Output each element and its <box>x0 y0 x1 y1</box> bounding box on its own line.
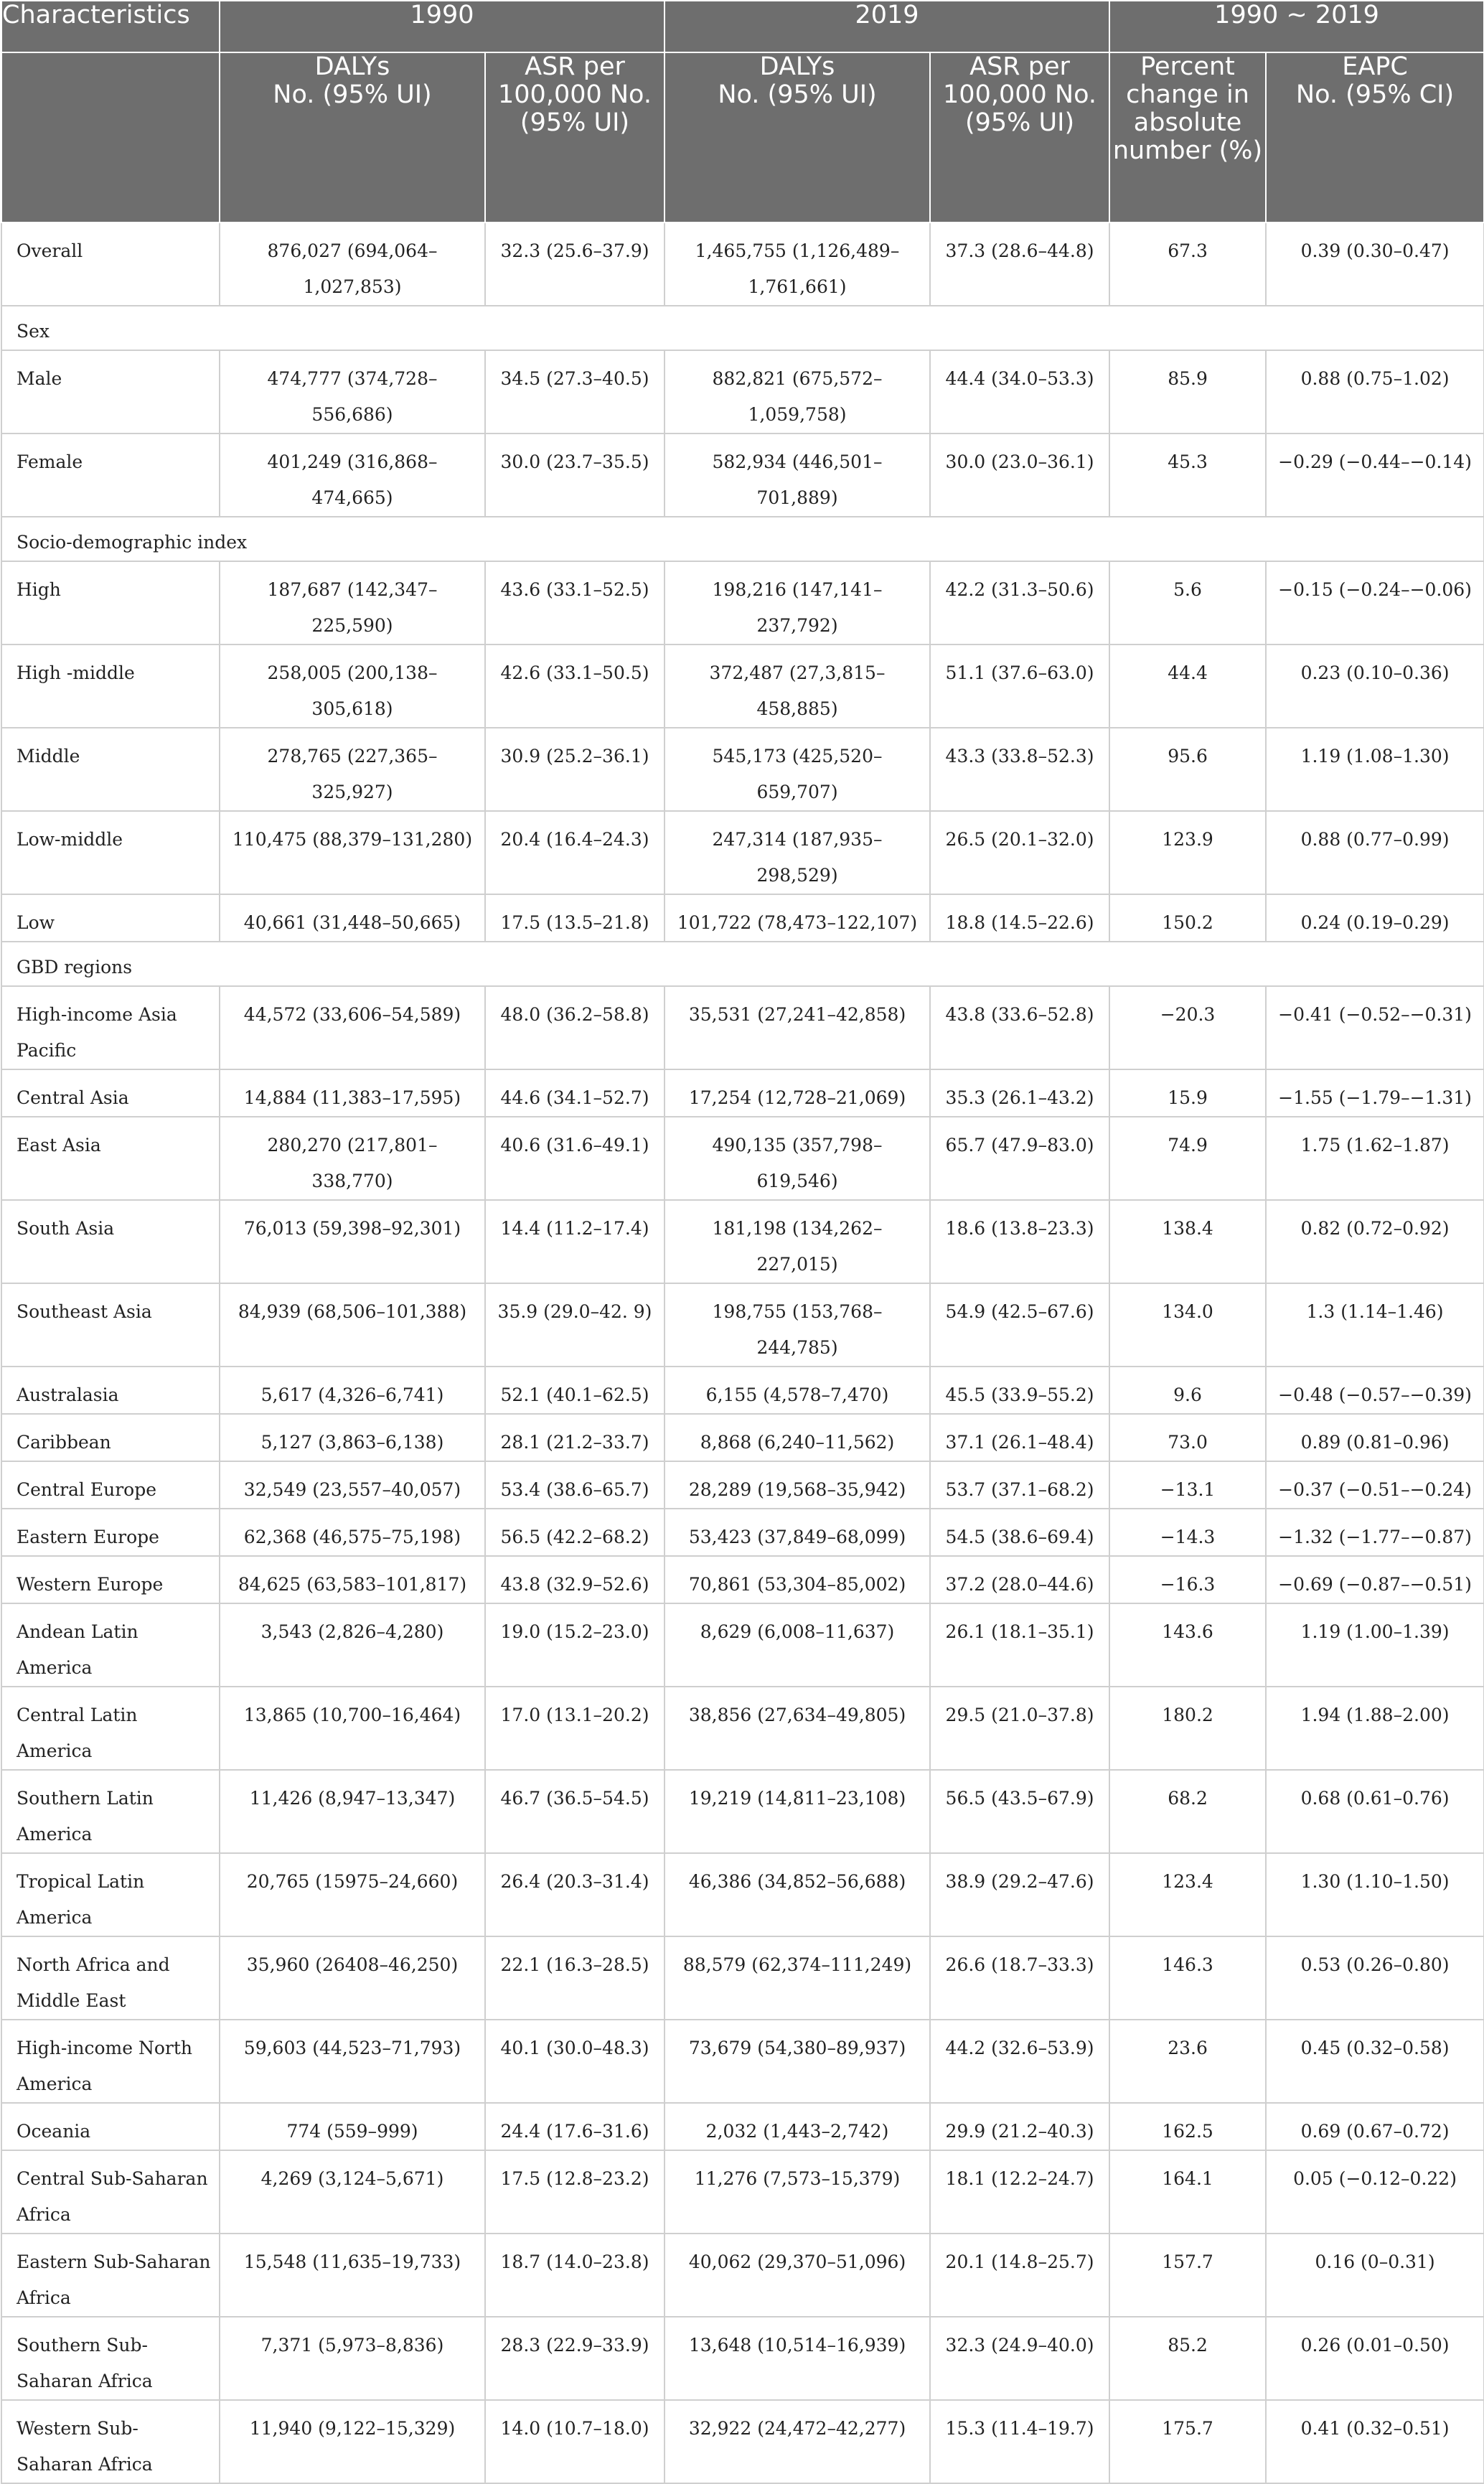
cell-asr-1990: 40.1 (30.0–48.3) <box>485 2020 664 2103</box>
cell-pct: 68.2 <box>1109 1770 1266 1853</box>
cell-asr-2019: 45.5 (33.9–55.2) <box>930 1367 1109 1414</box>
cell-dalys-2019: 19,219 (14,811–23,108) <box>664 1770 930 1853</box>
cell-asr-2019: 44.4 (34.0–53.3) <box>930 350 1109 433</box>
cell-asr-1990: 20.4 (16.4–24.3) <box>485 811 664 894</box>
cell-dalys-1990: 15,548 (11,635–19,733) <box>220 2234 485 2317</box>
cell-pct: 9.6 <box>1109 1367 1266 1414</box>
table-row <box>1 1509 1484 1556</box>
table-row <box>1 1770 1484 1853</box>
cell-dalys-2019: 46,386 (34,852–56,688) <box>664 1853 930 1936</box>
cell-eapc: 1.19 (1.08–1.30) <box>1266 728 1484 811</box>
cell-eapc: 0.68 (0.61–0.76) <box>1266 1770 1484 1853</box>
row-label: Central Sub-Saharan Africa <box>1 2150 220 2234</box>
cell-dalys-1990: 7,371 (5,973–8,836) <box>220 2317 485 2400</box>
cell-asr-1990: 43.6 (33.1–52.5) <box>485 561 664 645</box>
row-label: High-income North America <box>1 2020 220 2103</box>
row-label: Western Sub-Saharan Africa <box>1 2400 220 2483</box>
row-label: Low-middle <box>1 811 220 894</box>
cell-pct: −14.3 <box>1109 1509 1266 1556</box>
cell-eapc: 0.69 (0.67–0.72) <box>1266 2103 1484 2150</box>
cell-asr-2019: 43.3 (33.8–52.3) <box>930 728 1109 811</box>
table-row <box>1 561 1484 645</box>
row-label: Central Latin America <box>1 1687 220 1770</box>
table-row <box>1 894 1484 942</box>
table-row <box>1 811 1484 894</box>
row-label: South Asia <box>1 1200 220 1283</box>
cell-eapc: 0.26 (0.01–0.50) <box>1266 2317 1484 2400</box>
cell-eapc: 1.3 (1.14–1.46) <box>1266 1283 1484 1367</box>
header-asr-2019: ASR per 100,000 No. (95% UI) <box>930 52 1109 222</box>
cell-asr-2019: 32.3 (24.9–40.0) <box>930 2317 1109 2400</box>
cell-dalys-1990: 110,475 (88,379–131,280) <box>220 811 485 894</box>
cell-dalys-2019: 882,821 (675,572–1,059,758) <box>664 350 930 433</box>
cell-dalys-2019: 198,216 (147,141–237,792) <box>664 561 930 645</box>
cell-asr-2019: 37.3 (28.6–44.8) <box>930 222 1109 306</box>
cell-pct: 150.2 <box>1109 894 1266 942</box>
cell-asr-2019: 43.8 (33.6–52.8) <box>930 986 1109 1069</box>
cell-pct: 23.6 <box>1109 2020 1266 2103</box>
table-body <box>1 222 1484 2483</box>
cell-asr-2019: 56.5 (43.5–67.9) <box>930 1770 1109 1853</box>
row-label: High -middle <box>1 645 220 728</box>
cell-dalys-1990: 11,426 (8,947–13,347) <box>220 1770 485 1853</box>
cell-asr-1990: 52.1 (40.1–62.5) <box>485 1367 664 1414</box>
cell-dalys-2019: 2,032 (1,443–2,742) <box>664 2103 930 2150</box>
cell-asr-2019: 29.9 (21.2–40.3) <box>930 2103 1109 2150</box>
cell-asr-2019: 18.1 (12.2–24.7) <box>930 2150 1109 2234</box>
cell-asr-1990: 30.0 (23.7–35.5) <box>485 433 664 517</box>
cell-eapc: 1.30 (1.10–1.50) <box>1266 1853 1484 1936</box>
cell-asr-1990: 42.6 (33.1–50.5) <box>485 645 664 728</box>
cell-asr-2019: 18.8 (14.5–22.6) <box>930 894 1109 942</box>
table-row <box>1 728 1484 811</box>
cell-eapc: 0.39 (0.30–0.47) <box>1266 222 1484 306</box>
cell-pct: 73.0 <box>1109 1414 1266 1461</box>
section-label: Sex <box>1 306 1484 350</box>
cell-dalys-2019: 35,531 (27,241–42,858) <box>664 986 930 1069</box>
cell-dalys-1990: 76,013 (59,398–92,301) <box>220 1200 485 1283</box>
cell-pct: 134.0 <box>1109 1283 1266 1367</box>
cell-pct: 44.4 <box>1109 645 1266 728</box>
cell-dalys-2019: 198,755 (153,768–244,785) <box>664 1283 930 1367</box>
cell-pct: 15.9 <box>1109 1069 1266 1117</box>
header-dalys-2019: DALYs No. (95% UI) <box>664 52 930 222</box>
cell-asr-1990: 34.5 (27.3–40.5) <box>485 350 664 433</box>
table-row <box>1 645 1484 728</box>
cell-eapc: 0.82 (0.72–0.92) <box>1266 1200 1484 1283</box>
cell-dalys-2019: 11,276 (7,573–15,379) <box>664 2150 930 2234</box>
table-row <box>1 433 1484 517</box>
cell-eapc: 0.88 (0.75–1.02) <box>1266 350 1484 433</box>
cell-asr-2019: 18.6 (13.8–23.3) <box>930 1200 1109 1283</box>
cell-pct: −20.3 <box>1109 986 1266 1069</box>
cell-dalys-2019: 8,868 (6,240–11,562) <box>664 1414 930 1461</box>
cell-dalys-2019: 181,198 (134,262–227,015) <box>664 1200 930 1283</box>
cell-dalys-2019: 70,861 (53,304–85,002) <box>664 1556 930 1603</box>
header-group-1990: 1990 <box>220 1 664 52</box>
row-label: Middle <box>1 728 220 811</box>
cell-asr-1990: 46.7 (36.5–54.5) <box>485 1770 664 1853</box>
cell-asr-1990: 17.5 (13.5–21.8) <box>485 894 664 942</box>
section-label: Socio-demographic index <box>1 517 1484 561</box>
cell-dalys-1990: 11,940 (9,122–15,329) <box>220 2400 485 2483</box>
cell-asr-2019: 38.9 (29.2–47.6) <box>930 1853 1109 1936</box>
row-label: High-income Asia Pacific <box>1 986 220 1069</box>
row-label: Male <box>1 350 220 433</box>
cell-asr-2019: 29.5 (21.0–37.8) <box>930 1687 1109 1770</box>
cell-dalys-1990: 14,884 (11,383–17,595) <box>220 1069 485 1117</box>
cell-dalys-2019: 13,648 (10,514–16,939) <box>664 2317 930 2400</box>
cell-asr-2019: 26.6 (18.7–33.3) <box>930 1936 1109 2020</box>
cell-asr-1990: 48.0 (36.2–58.8) <box>485 986 664 1069</box>
cell-asr-2019: 26.1 (18.1–35.1) <box>930 1603 1109 1687</box>
cell-asr-2019: 54.5 (38.6–69.4) <box>930 1509 1109 1556</box>
header-eapc: EAPC No. (95% CI) <box>1266 52 1484 222</box>
cell-dalys-1990: 13,865 (10,700–16,464) <box>220 1687 485 1770</box>
cell-dalys-1990: 876,027 (694,064–1,027,853) <box>220 222 485 306</box>
cell-eapc: −0.41 (−0.52–−0.31) <box>1266 986 1484 1069</box>
cell-dalys-2019: 247,314 (187,935–298,529) <box>664 811 930 894</box>
cell-eapc: 0.24 (0.19–0.29) <box>1266 894 1484 942</box>
header-dalys-1990: DALYs No. (95% UI) <box>220 52 485 222</box>
row-label: Western Europe <box>1 1556 220 1603</box>
cell-asr-1990: 19.0 (15.2–23.0) <box>485 1603 664 1687</box>
cell-asr-2019: 37.2 (28.0–44.6) <box>930 1556 1109 1603</box>
row-label: High <box>1 561 220 645</box>
cell-eapc: 0.23 (0.10–0.36) <box>1266 645 1484 728</box>
cell-eapc: −0.15 (−0.24–−0.06) <box>1266 561 1484 645</box>
section-row <box>1 942 1484 986</box>
cell-dalys-2019: 545,173 (425,520–659,707) <box>664 728 930 811</box>
dalys-table <box>1 0 1484 2484</box>
cell-eapc: −0.29 (−0.44–−0.14) <box>1266 433 1484 517</box>
cell-eapc: 1.19 (1.00–1.39) <box>1266 1603 1484 1687</box>
cell-dalys-1990: 278,765 (227,365–325,927) <box>220 728 485 811</box>
row-label: Central Asia <box>1 1069 220 1117</box>
table-row <box>1 1117 1484 1200</box>
cell-asr-2019: 42.2 (31.3–50.6) <box>930 561 1109 645</box>
cell-dalys-2019: 372,487 (27,3,815–458,885) <box>664 645 930 728</box>
cell-pct: 74.9 <box>1109 1117 1266 1200</box>
cell-asr-2019: 54.9 (42.5–67.6) <box>930 1283 1109 1367</box>
cell-asr-1990: 40.6 (31.6–49.1) <box>485 1117 664 1200</box>
table-row <box>1 1603 1484 1687</box>
table-row <box>1 2234 1484 2317</box>
cell-dalys-1990: 3,543 (2,826–4,280) <box>220 1603 485 1687</box>
cell-dalys-2019: 73,679 (54,380–89,937) <box>664 2020 930 2103</box>
row-label: Female <box>1 433 220 517</box>
cell-asr-1990: 28.3 (22.9–33.9) <box>485 2317 664 2400</box>
cell-eapc: 0.53 (0.26–0.80) <box>1266 1936 1484 2020</box>
cell-dalys-1990: 84,625 (63,583–101,817) <box>220 1556 485 1603</box>
cell-eapc: 0.45 (0.32–0.58) <box>1266 2020 1484 2103</box>
cell-asr-2019: 65.7 (47.9–83.0) <box>930 1117 1109 1200</box>
cell-eapc: 1.94 (1.88–2.00) <box>1266 1687 1484 1770</box>
cell-dalys-2019: 88,579 (62,374–111,249) <box>664 1936 930 2020</box>
row-label: Andean Latin America <box>1 1603 220 1687</box>
table-row <box>1 1556 1484 1603</box>
row-label: Oceania <box>1 2103 220 2150</box>
table-row <box>1 2020 1484 2103</box>
row-label: North Africa and Middle East <box>1 1936 220 2020</box>
cell-dalys-2019: 582,934 (446,501–701,889) <box>664 433 930 517</box>
cell-eapc: 0.88 (0.77–0.99) <box>1266 811 1484 894</box>
row-label: Southern Latin America <box>1 1770 220 1853</box>
header-percent-change: Percent change in absolute number (%) <box>1109 52 1266 222</box>
cell-pct: 146.3 <box>1109 1936 1266 2020</box>
row-label: Australasia <box>1 1367 220 1414</box>
cell-eapc: 0.05 (−0.12–0.22) <box>1266 2150 1484 2234</box>
cell-pct: 180.2 <box>1109 1687 1266 1770</box>
cell-asr-2019: 44.2 (32.6–53.9) <box>930 2020 1109 2103</box>
cell-dalys-1990: 401,249 (316,868–474,665) <box>220 433 485 517</box>
table-row <box>1 2400 1484 2483</box>
cell-dalys-1990: 5,617 (4,326–6,741) <box>220 1367 485 1414</box>
cell-dalys-2019: 38,856 (27,634–49,805) <box>664 1687 930 1770</box>
cell-dalys-1990: 40,661 (31,448–50,665) <box>220 894 485 942</box>
cell-dalys-1990: 59,603 (44,523–71,793) <box>220 2020 485 2103</box>
cell-pct: 67.3 <box>1109 222 1266 306</box>
cell-asr-1990: 56.5 (42.2–68.2) <box>485 1509 664 1556</box>
row-label: Caribbean <box>1 1414 220 1461</box>
cell-asr-1990: 22.1 (16.3–28.5) <box>485 1936 664 2020</box>
header-blank <box>1 52 220 222</box>
cell-pct: 85.9 <box>1109 350 1266 433</box>
section-row <box>1 517 1484 561</box>
cell-pct: 5.6 <box>1109 561 1266 645</box>
cell-dalys-1990: 35,960 (26408–46,250) <box>220 1936 485 2020</box>
cell-dalys-1990: 280,270 (217,801–338,770) <box>220 1117 485 1200</box>
cell-dalys-2019: 28,289 (19,568–35,942) <box>664 1461 930 1509</box>
header-asr-1990: ASR per 100,000 No. (95% UI) <box>485 52 664 222</box>
row-label: East Asia <box>1 1117 220 1200</box>
row-label: Southern Sub-Saharan Africa <box>1 2317 220 2400</box>
cell-eapc: 1.75 (1.62–1.87) <box>1266 1117 1484 1200</box>
cell-dalys-1990: 258,005 (200,138–305,618) <box>220 645 485 728</box>
header-group-2019: 2019 <box>664 1 1109 52</box>
table-row <box>1 1461 1484 1509</box>
cell-dalys-2019: 32,922 (24,472–42,277) <box>664 2400 930 2483</box>
cell-eapc: 0.89 (0.81–0.96) <box>1266 1414 1484 1461</box>
cell-asr-1990: 53.4 (38.6–65.7) <box>485 1461 664 1509</box>
cell-asr-2019: 15.3 (11.4–19.7) <box>930 2400 1109 2483</box>
cell-dalys-1990: 32,549 (23,557–40,057) <box>220 1461 485 1509</box>
table-row <box>1 2150 1484 2234</box>
table-row <box>1 1200 1484 1283</box>
table-row <box>1 1283 1484 1367</box>
cell-eapc: 0.41 (0.32–0.51) <box>1266 2400 1484 2483</box>
table-row <box>1 2317 1484 2400</box>
cell-asr-1990: 30.9 (25.2–36.1) <box>485 728 664 811</box>
cell-pct: 164.1 <box>1109 2150 1266 2234</box>
cell-dalys-1990: 5,127 (3,863–6,138) <box>220 1414 485 1461</box>
cell-dalys-1990: 774 (559–999) <box>220 2103 485 2150</box>
cell-dalys-1990: 84,939 (68,506–101,388) <box>220 1283 485 1367</box>
cell-asr-2019: 30.0 (23.0–36.1) <box>930 433 1109 517</box>
cell-pct: 95.6 <box>1109 728 1266 811</box>
cell-eapc: −1.55 (−1.79–−1.31) <box>1266 1069 1484 1117</box>
table-row <box>1 1367 1484 1414</box>
table-row <box>1 1069 1484 1117</box>
cell-asr-1990: 24.4 (17.6–31.6) <box>485 2103 664 2150</box>
row-label: Central Europe <box>1 1461 220 1509</box>
cell-asr-1990: 14.4 (11.2–17.4) <box>485 1200 664 1283</box>
cell-asr-2019: 37.1 (26.1–48.4) <box>930 1414 1109 1461</box>
row-label: Tropical Latin America <box>1 1853 220 1936</box>
cell-dalys-2019: 490,135 (357,798–619,546) <box>664 1117 930 1200</box>
table-row <box>1 222 1484 306</box>
cell-pct: −16.3 <box>1109 1556 1266 1603</box>
cell-pct: 85.2 <box>1109 2317 1266 2400</box>
cell-dalys-1990: 187,687 (142,347–225,590) <box>220 561 485 645</box>
cell-pct: −13.1 <box>1109 1461 1266 1509</box>
table-row <box>1 986 1484 1069</box>
cell-dalys-2019: 8,629 (6,008–11,637) <box>664 1603 930 1687</box>
cell-asr-1990: 28.1 (21.2–33.7) <box>485 1414 664 1461</box>
cell-dalys-1990: 20,765 (15975–24,660) <box>220 1853 485 1936</box>
row-label: Low <box>1 894 220 942</box>
cell-asr-1990: 14.0 (10.7–18.0) <box>485 2400 664 2483</box>
header-characteristics: Characteristics <box>1 1 220 52</box>
cell-asr-1990: 17.5 (12.8–23.2) <box>485 2150 664 2234</box>
table-row <box>1 1853 1484 1936</box>
cell-pct: 123.9 <box>1109 811 1266 894</box>
cell-dalys-2019: 6,155 (4,578–7,470) <box>664 1367 930 1414</box>
cell-dalys-1990: 4,269 (3,124–5,671) <box>220 2150 485 2234</box>
cell-pct: 123.4 <box>1109 1853 1266 1936</box>
cell-pct: 143.6 <box>1109 1603 1266 1687</box>
table-row <box>1 350 1484 433</box>
cell-asr-1990: 44.6 (34.1–52.7) <box>485 1069 664 1117</box>
cell-eapc: −0.48 (−0.57–−0.39) <box>1266 1367 1484 1414</box>
cell-dalys-2019: 101,722 (78,473–122,107) <box>664 894 930 942</box>
cell-asr-2019: 20.1 (14.8–25.7) <box>930 2234 1109 2317</box>
cell-eapc: −0.69 (−0.87–−0.51) <box>1266 1556 1484 1603</box>
cell-pct: 45.3 <box>1109 433 1266 517</box>
cell-pct: 162.5 <box>1109 2103 1266 2150</box>
cell-eapc: −0.37 (−0.51–−0.24) <box>1266 1461 1484 1509</box>
row-label: Eastern Europe <box>1 1509 220 1556</box>
cell-asr-2019: 35.3 (26.1–43.2) <box>930 1069 1109 1117</box>
section-row <box>1 306 1484 350</box>
section-label: GBD regions <box>1 942 1484 986</box>
row-label: Overall <box>1 222 220 306</box>
cell-asr-2019: 26.5 (20.1–32.0) <box>930 811 1109 894</box>
cell-asr-2019: 53.7 (37.1–68.2) <box>930 1461 1109 1509</box>
table-row <box>1 2103 1484 2150</box>
header-group-change: 1990 ~ 2019 <box>1109 1 1484 52</box>
cell-dalys-2019: 40,062 (29,370–51,096) <box>664 2234 930 2317</box>
cell-asr-1990: 26.4 (20.3–31.4) <box>485 1853 664 1936</box>
table-row <box>1 1687 1484 1770</box>
row-label: Eastern Sub-Saharan Africa <box>1 2234 220 2317</box>
cell-dalys-2019: 53,423 (37,849–68,099) <box>664 1509 930 1556</box>
cell-asr-1990: 43.8 (32.9–52.6) <box>485 1556 664 1603</box>
cell-asr-1990: 35.9 (29.0–42. 9) <box>485 1283 664 1367</box>
cell-dalys-1990: 44,572 (33,606–54,589) <box>220 986 485 1069</box>
cell-eapc: 0.16 (0–0.31) <box>1266 2234 1484 2317</box>
cell-dalys-2019: 17,254 (12,728–21,069) <box>664 1069 930 1117</box>
cell-pct: 157.7 <box>1109 2234 1266 2317</box>
cell-pct: 138.4 <box>1109 1200 1266 1283</box>
cell-dalys-1990: 474,777 (374,728–556,686) <box>220 350 485 433</box>
cell-dalys-2019: 1,465,755 (1,126,489–1,761,661) <box>664 222 930 306</box>
row-label: Southeast Asia <box>1 1283 220 1367</box>
cell-asr-1990: 32.3 (25.6–37.9) <box>485 222 664 306</box>
cell-dalys-1990: 62,368 (46,575–75,198) <box>220 1509 485 1556</box>
cell-asr-1990: 18.7 (14.0–23.8) <box>485 2234 664 2317</box>
cell-asr-2019: 51.1 (37.6–63.0) <box>930 645 1109 728</box>
cell-pct: 175.7 <box>1109 2400 1266 2483</box>
cell-eapc: −1.32 (−1.77–−0.87) <box>1266 1509 1484 1556</box>
table-row <box>1 1936 1484 2020</box>
table-row <box>1 1414 1484 1461</box>
cell-asr-1990: 17.0 (13.1–20.2) <box>485 1687 664 1770</box>
